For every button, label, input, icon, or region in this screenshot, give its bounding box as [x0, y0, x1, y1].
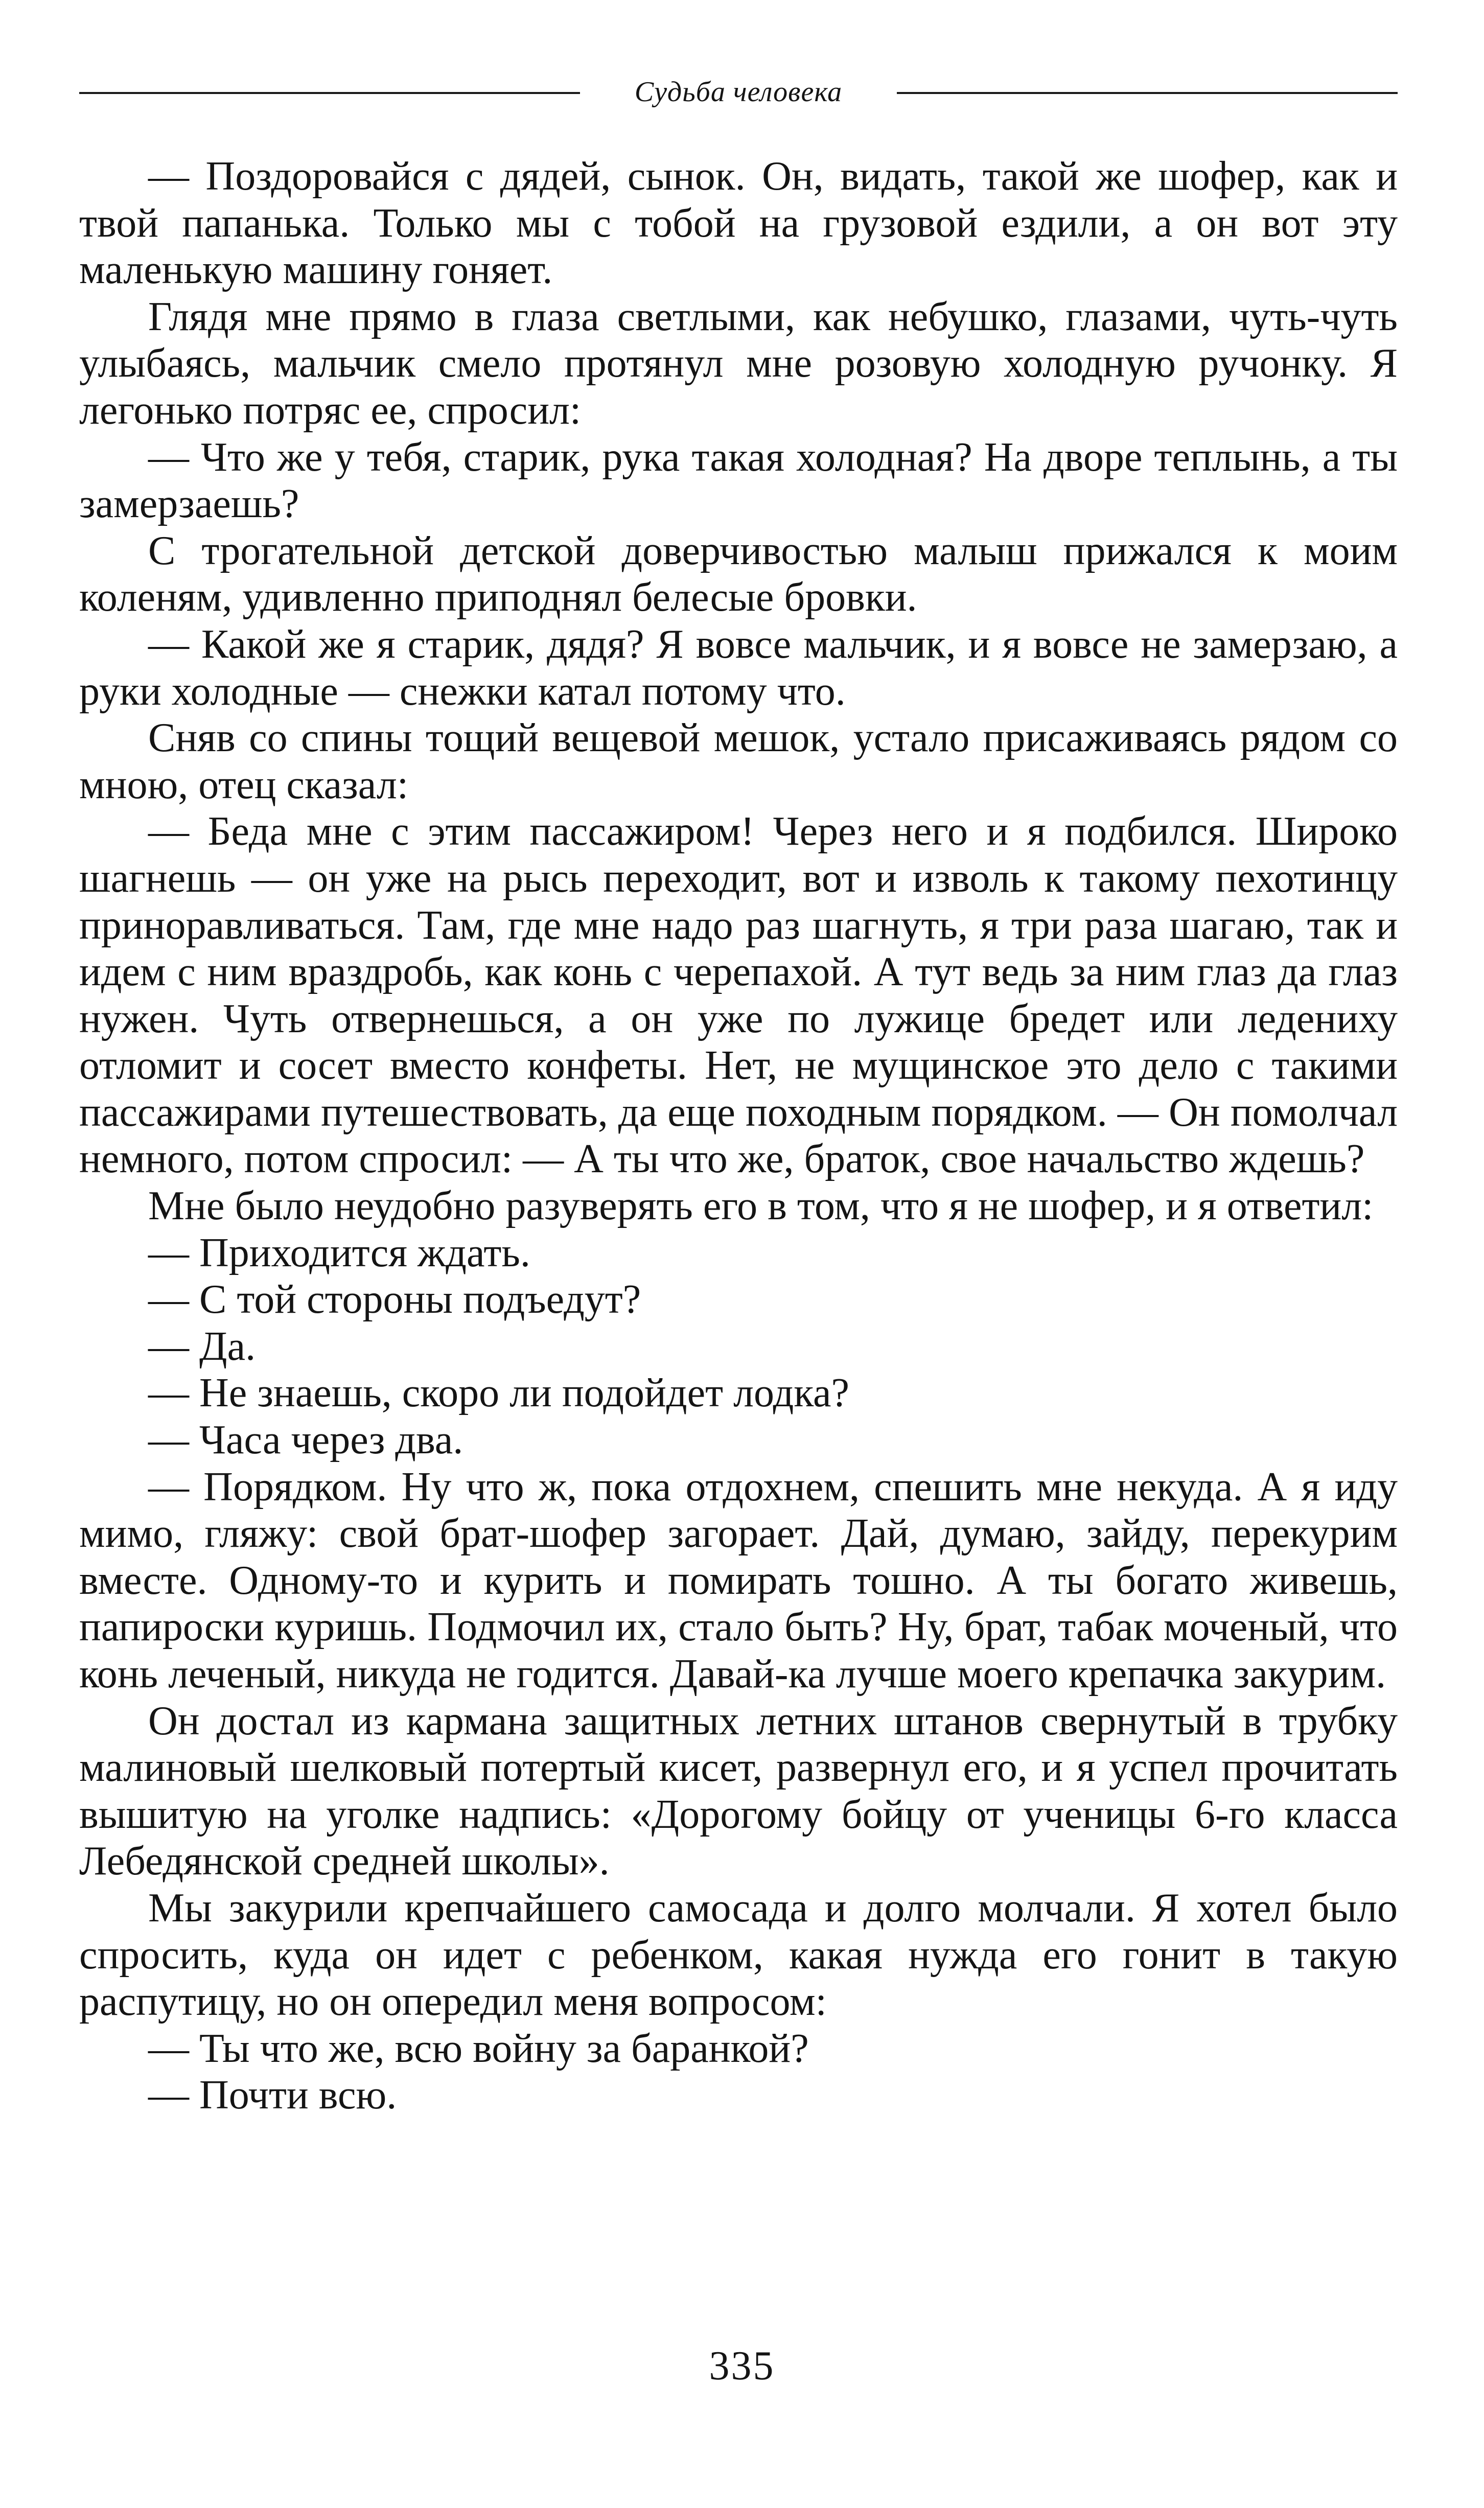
- paragraph: — Ты что же, всю войну за баранкой?: [148, 2026, 809, 2071]
- paragraph: — Часа через два.: [148, 1418, 463, 1463]
- paragraph: Глядя мне прямо в глаза светлыми, как небушко, глазами, чуть-чуть улыбаясь, мальчик смело протянул мне розовую холодную ручонку. Я легонько потряс ее, спросил:: [79, 294, 1398, 433]
- paragraph: Сняв со спины тощий вещевой мешок, устало присаживаясь рядом со мною, отец сказал:: [79, 715, 1398, 807]
- header-rule-right: [897, 92, 1398, 94]
- paragraph: — Почти всю.: [148, 2073, 397, 2118]
- paragraph: — Какой же я старик, дядя? Я вовсе мальчик, и я вовсе не замерзаю, а руки холодные — снежки катал потому что.: [79, 621, 1398, 714]
- paragraph: — Да.: [148, 1323, 256, 1369]
- paragraph: — Приходится ждать.: [148, 1230, 530, 1275]
- paragraph: — Не знаешь, скоро ли подойдет лодка?: [148, 1371, 850, 1416]
- page-number: 335: [709, 2343, 775, 2388]
- paragraph: — Порядком. Ну что ж, пока отдохнем, спешить мне некуда. А я иду мимо, гляжу: свой брат-шофер загорает. Дай, думаю, зайду, перекурим вместе. Одному-то и курить и помирать тошно. А ты богато живешь, папироски куришь. Подмочил их, стало быть? Ну, брат, табак моченый, что конь леченый, никуда не годится. Давай-ка лучше моего крепачка закурим.: [79, 1464, 1398, 1697]
- running-header: [79, 72, 1398, 112]
- paragraph: — С той стороны подъедут?: [148, 1277, 641, 1322]
- paragraph: — Поздоровайся с дядей, сынок. Он, видать, такой же шофер, как и твой папанька. Только мы с тобой на грузовой ездили, а он вот эту маленькую машину гоняет.: [79, 154, 1398, 293]
- paragraph: — Беда мне с этим пассажиром! Через него и я подбился. Широко шагнешь — он уже на рысь переходит, вот и изволь к такому пехотинцу приноравливаться. Там, где мне надо раз шагнуть, я три раза шагаю, так и идем с ним враздробь, как конь с черепахой. А тут ведь за ним глаз да глаз нужен. Чуть отвернешься, а он уже по лужице бредет или ледениху отломит и сосет вместо конфеты. Нет, не мущинское это дело с такими пассажирами путешествовать, да еще походным порядком. — Он помолчал немного, потом спросил: — А ты что же, браток, свое начальство ждешь?: [79, 809, 1398, 1182]
- paragraph: С трогательной детской доверчивостью малыш прижался к моим коленям, удивленно приподнял белесые бровки.: [79, 528, 1398, 620]
- running-title: Судьба человека: [634, 76, 843, 108]
- body-text: [79, 153, 1398, 2119]
- paragraph: Мы закурили крепчайшего самосада и долго молчали. Я хотел было спросить, куда он идет с ребенком, какая нужда его гонит в такую распутицу, но он опередил меня вопросом:: [79, 1885, 1398, 2025]
- header-rule-left: [79, 92, 580, 94]
- paragraph: Мне было неудобно разуверять его в том, что я не шофер, и я ответил:: [148, 1183, 1374, 1229]
- paragraph: — Что же у тебя, старик, рука такая холодная? На дворе теплынь, а ты замерзаешь?: [79, 434, 1398, 527]
- paragraph: Он достал из кармана защитных летних штанов свернутый в трубку малиновый шелковый потертый кисет, развернул его, и я успел прочитать вышитую на уголке надпись: «Дорогому бойцу от ученицы 6-го класса Лебедянской средней школы».: [79, 1698, 1398, 1884]
